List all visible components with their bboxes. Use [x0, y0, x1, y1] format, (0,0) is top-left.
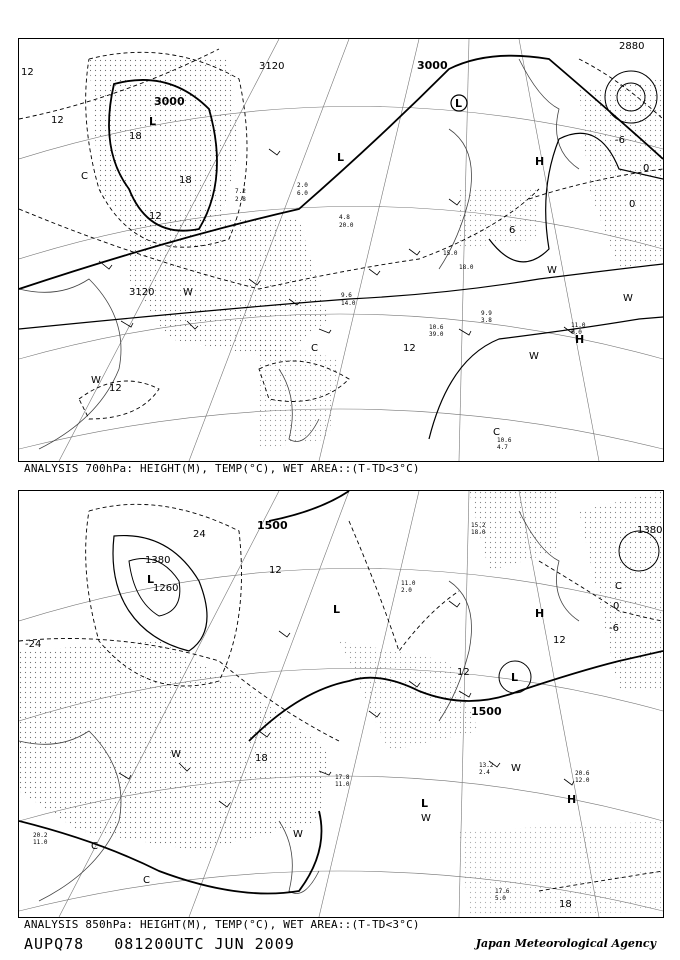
temp-label: 18 — [255, 753, 268, 764]
temp-label: -6 — [609, 623, 619, 634]
height-label: 1260 — [153, 583, 179, 594]
station-temp: 15.0 — [443, 250, 458, 257]
cold-center: C — [143, 875, 150, 886]
high-center: H — [567, 793, 577, 806]
station-temp: 10.6 — [497, 437, 512, 444]
temp-label: 12 — [457, 667, 470, 678]
station-temp: 10.6 — [429, 324, 444, 331]
chart-700hpa — [18, 38, 664, 462]
high-center: H — [535, 607, 545, 620]
station-dewpoint: 12.0 — [575, 777, 590, 784]
station-dewpoint: 18.0 — [471, 529, 486, 536]
temp-label: 18 — [129, 131, 142, 142]
wet-areas — [89, 59, 663, 449]
station-dewpoint: 2.4 — [479, 769, 490, 776]
temp-label: 12 — [51, 115, 64, 126]
station-dewpoint: 5.0 — [495, 895, 506, 902]
warm-center: W — [171, 749, 181, 760]
temp-label: 0 — [613, 601, 620, 612]
height-label: 2880 — [619, 41, 645, 52]
cold-center: C — [311, 343, 318, 354]
temp-label: 18 — [559, 899, 572, 910]
temp-label: 12 — [21, 67, 34, 78]
cold-center: C — [81, 171, 88, 182]
low-center: L — [455, 97, 463, 110]
chart-code: AUPQ78 — [24, 935, 85, 953]
station-temp: 11.0 — [401, 580, 416, 587]
map-700hpa — [19, 39, 663, 461]
warm-center: W — [293, 829, 303, 840]
temp-label: 12 — [149, 211, 162, 222]
station-temp: 2.0 — [297, 182, 308, 189]
station-dewpoint: 2.0 — [401, 587, 412, 594]
station-dewpoint: 18.0 — [459, 264, 474, 271]
station-temp: 7.2 — [235, 188, 246, 195]
station-dewpoint: 2.8 — [235, 196, 246, 203]
station-temp: 20.2 — [33, 832, 48, 839]
temp-label: 6 — [509, 225, 516, 236]
caption-850hpa: ANALYSIS 850hPa: HEIGHT(M), TEMP(°C), WET AREA::(T-TD<3°C) — [24, 918, 420, 931]
wet-areas — [19, 491, 663, 917]
height-label: 1380 — [145, 555, 171, 566]
caption-700hpa: ANALYSIS 700hPa: HEIGHT(M), TEMP(°C), WET AREA::(T-TD<3°C) — [24, 462, 420, 475]
low-center: L — [147, 573, 155, 586]
station-temp: 20.6 — [575, 770, 590, 777]
station-temp: 15.2 — [471, 522, 486, 529]
station-temp: 9.9 — [481, 310, 492, 317]
map-850hpa — [19, 491, 663, 917]
high-center: H — [575, 333, 585, 346]
station-dewpoint: 14.0 — [341, 300, 356, 307]
temp-label: 12 — [109, 383, 122, 394]
height-label: 1500 — [471, 705, 502, 718]
warm-center: W — [623, 293, 633, 304]
temp-label: 12 — [403, 343, 416, 354]
temp-label: -6 — [615, 135, 625, 146]
station-dewpoint: 4.7 — [497, 444, 508, 451]
height-label: 3120 — [259, 61, 285, 72]
low-center: L — [333, 603, 341, 616]
chart-850hpa — [18, 490, 664, 918]
chart-time: 081200UTC JUN 2009 — [114, 935, 295, 953]
station-temp: 13.2 — [479, 762, 494, 769]
station-dewpoint: 20.0 — [339, 222, 354, 229]
warm-center: W — [91, 375, 101, 386]
low-center: L — [337, 151, 345, 164]
warm-center: W — [547, 265, 557, 276]
temp-label: C — [615, 581, 622, 592]
station-temp: 4.8 — [339, 214, 350, 221]
temp-label: 0 — [629, 199, 636, 210]
temp-label: 18 — [179, 175, 192, 186]
low-center: L — [421, 797, 429, 810]
height-label: 1500 — [257, 519, 288, 532]
low-center: L — [149, 115, 157, 128]
temp-label: -24 — [25, 639, 42, 650]
height-label: 3000 — [417, 59, 448, 72]
warm-center: W — [529, 351, 539, 362]
cold-center: C — [91, 841, 98, 852]
temp-label: 0 — [643, 163, 650, 174]
warm-center: W — [183, 287, 193, 298]
temp-label: 24 — [193, 529, 206, 540]
station-temp: 11.0 — [571, 322, 586, 329]
station-dewpoint: 3.8 — [481, 317, 492, 324]
warm-center: W — [421, 813, 431, 824]
temp-label: 12 — [269, 565, 282, 576]
station-dewpoint: 39.0 — [429, 331, 444, 338]
station-dewpoint: 11.0 — [33, 839, 48, 846]
high-center: H — [535, 155, 545, 168]
warm-center: W — [511, 763, 521, 774]
station-dewpoint: 6.0 — [297, 190, 308, 197]
cold-center: C — [493, 427, 500, 438]
height-label: 1380 — [637, 525, 663, 536]
station-dewpoint: 11.0 — [335, 781, 350, 788]
temp-label: 12 — [553, 635, 566, 646]
station-temp: 17.8 — [335, 774, 350, 781]
station-temp: 17.6 — [495, 888, 510, 895]
station-temp: 9.6 — [341, 292, 352, 299]
low-center: L — [511, 671, 519, 684]
height-label: 3120 — [129, 287, 155, 298]
chart-identifier — [24, 935, 315, 953]
height-label: 3000 — [154, 95, 185, 108]
station-dewpoint: 6.0 — [571, 329, 582, 336]
agency-name: Japan Meteorological Agency — [475, 937, 656, 950]
